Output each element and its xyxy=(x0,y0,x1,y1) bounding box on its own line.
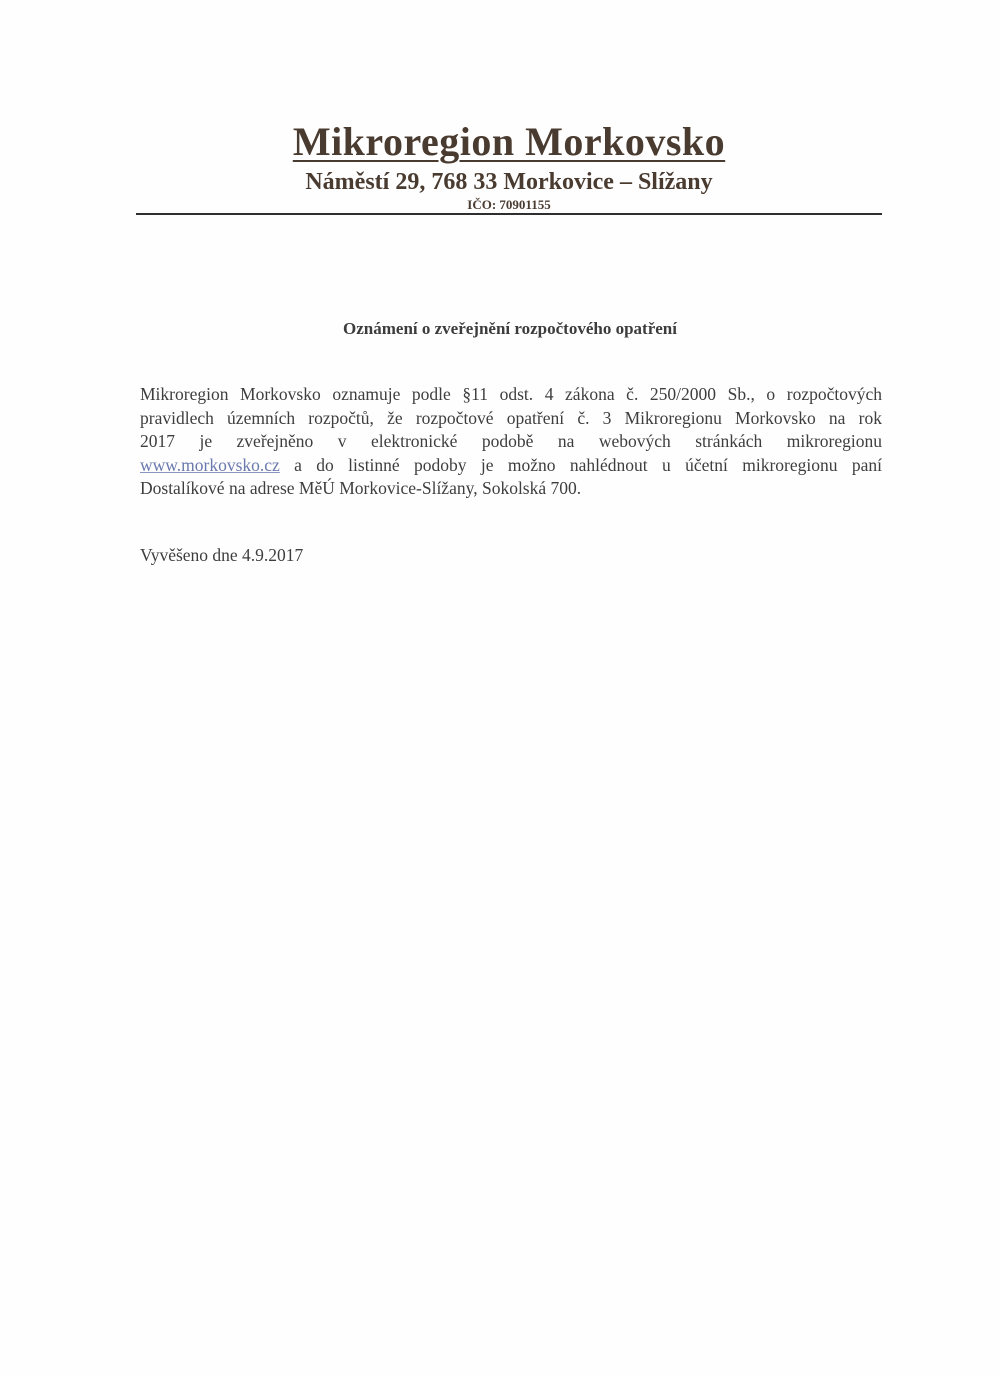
organization-ico: IČO: 70901155 xyxy=(467,197,551,212)
organization-name xyxy=(136,120,882,164)
notice-body-line-1: Mikroregion Morkovsko oznamuje podle §11 odst. 4 zákona č. 250/2000 Sb., o rozpočtových xyxy=(140,384,882,404)
posted-date: Vyvěšeno dne 4.9.2017 xyxy=(140,545,304,565)
website-link[interactable]: www.morkovsko.cz xyxy=(140,454,280,475)
header-divider xyxy=(136,213,882,215)
notice-title: Oznámení o zveřejnění rozpočtového opatření xyxy=(343,319,677,338)
notice-body-line-3: 2017 je zveřejněno v elektronické podobě na webových stránkách mikroregionu xyxy=(140,431,882,451)
notice-body-line-5: Dostalíkové na adrese MěÚ Morkovice-Slížany, Sokolská 700. xyxy=(140,478,582,498)
notice-body-line-4-text: a do listinné podoby je možno nahlédnout u účetní mikroregionu paní xyxy=(279,454,882,475)
notice-body-line-2: pravidlech územních rozpočtů, že rozpočtové opatření č. 3 Mikroregionu Morkovsko na rok xyxy=(140,407,882,428)
organization-address: Náměstí 29, 768 33 Morkovice – Slížany xyxy=(305,169,713,195)
letterhead xyxy=(136,112,882,218)
organization-name-text: Mikroregion Morkovsko xyxy=(292,119,726,164)
notice-body-line-4 xyxy=(140,454,882,478)
notice-body xyxy=(140,383,882,501)
